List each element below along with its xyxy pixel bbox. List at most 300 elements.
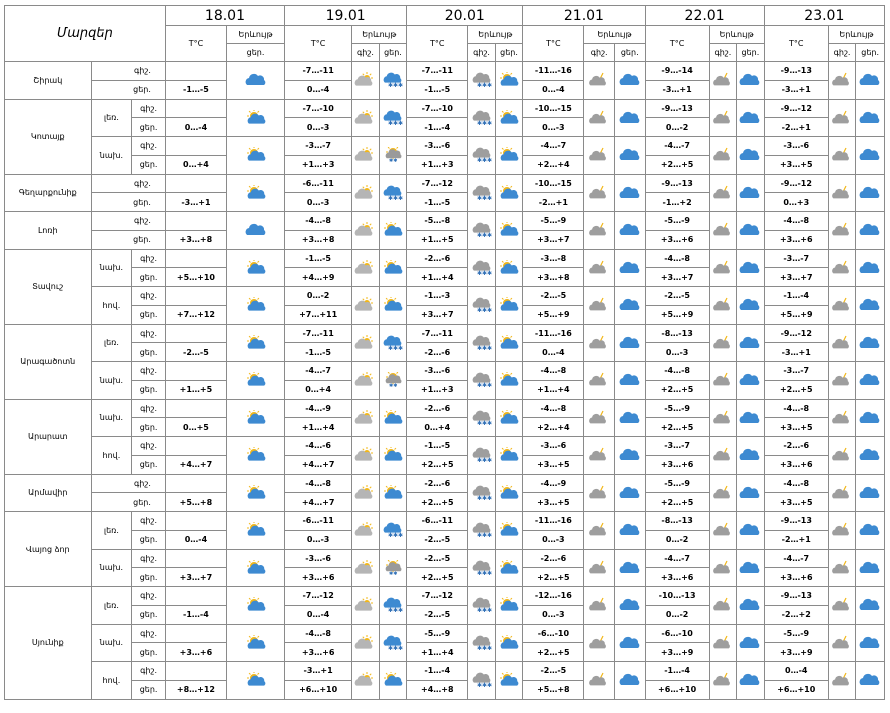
- temp-21: +2…+5: [523, 568, 584, 587]
- temp-18: +8…+12: [165, 680, 226, 699]
- temp-22: -9…-14: [645, 62, 709, 81]
- phenomena-night-21: [584, 324, 615, 362]
- table-row: [5, 324, 885, 343]
- phenomena-night-20: [468, 212, 495, 250]
- phenomena-day-19: [379, 174, 407, 212]
- temp-19: +7…+11: [285, 305, 352, 324]
- temp-23: -3…+1: [764, 80, 828, 99]
- temp-18: -2…-5: [165, 343, 226, 362]
- temp-22: -2…-5: [645, 287, 709, 306]
- temp-23: -2…+1: [764, 118, 828, 137]
- temp-23: -3…-7: [764, 249, 828, 268]
- temp-21: -2…-5: [523, 662, 584, 681]
- phenomena-day-23: [856, 512, 885, 550]
- phenomena-day-21: [614, 587, 645, 625]
- phenomena-night-21: [584, 62, 615, 100]
- partly-cloudy-icon: [352, 222, 378, 238]
- region-name: Սյունիք: [5, 587, 92, 700]
- phenomena-night-22: [709, 662, 736, 700]
- temp-19: -3…-6: [285, 549, 352, 568]
- phenomena-day-23: [856, 174, 885, 212]
- temp-18: -1…-5: [165, 80, 226, 99]
- phenomena-day-21: [614, 174, 645, 212]
- svg-text:✱✱✱: ✱✱✱: [387, 344, 404, 351]
- time-of-day: գիշ.: [91, 212, 165, 231]
- phenomena-day-22: [737, 62, 765, 100]
- phenomena-18: [226, 62, 284, 100]
- storm-cloud-icon: [710, 485, 736, 501]
- phenomena-night-20: [468, 549, 495, 587]
- zone-name: նախ.: [91, 399, 132, 437]
- sun-cloud-icon: [243, 335, 269, 351]
- phenomena-night-22: [709, 174, 736, 212]
- region-name: Արարատ: [5, 399, 92, 474]
- phenomena-night-19: [352, 624, 379, 662]
- time-of-day: գիշ.: [132, 362, 166, 381]
- temp-22: -5…-9: [645, 399, 709, 418]
- temp-header: T°C: [165, 26, 226, 62]
- phenomena-night-22: [709, 249, 736, 287]
- temp-23: +3…+5: [764, 493, 828, 512]
- temp-18: [165, 399, 226, 418]
- temp-23: -9…-12: [764, 99, 828, 118]
- time-of-day: գիշ.: [132, 249, 166, 268]
- phenomena-night-22: [709, 587, 736, 625]
- table-row: [5, 287, 885, 306]
- temp-22: +5…+9: [645, 305, 709, 324]
- phenomena-night-22: [709, 437, 736, 475]
- temp-19: -4…-8: [285, 624, 352, 643]
- date-header: 21.01: [523, 6, 645, 26]
- snow-gray-cloud-icon: [469, 335, 495, 351]
- phenomena-day-20: [495, 437, 523, 475]
- partly-cloudy-icon: [352, 522, 378, 538]
- svg-text:✱✱✱: ✱✱✱: [476, 344, 492, 351]
- blue-cloud-icon: [617, 522, 643, 538]
- phenomena-day-19: [379, 362, 407, 400]
- storm-cloud-icon: [586, 447, 612, 463]
- snow-gray-cloud-icon: [469, 410, 495, 426]
- blue-cloud-icon: [617, 222, 643, 238]
- phenomena-day-20: [495, 137, 523, 175]
- phenomena-18: [226, 549, 284, 587]
- time-of-day: ցեր.: [91, 80, 165, 99]
- temp-20: +2…+5: [407, 455, 468, 474]
- temp-20: -5…-9: [407, 624, 468, 643]
- temp-20: -2…-6: [407, 249, 468, 268]
- temp-21: +2…+4: [523, 418, 584, 437]
- time-of-day: ցեր.: [132, 568, 166, 587]
- svg-text:✱✱✱: ✱✱✱: [476, 569, 492, 576]
- phenomena-18: [226, 137, 284, 175]
- phenomena-night-21: [584, 287, 615, 325]
- temp-20: +1…+4: [407, 643, 468, 662]
- temp-20: -1…-4: [407, 662, 468, 681]
- phenomena-day-23: [856, 324, 885, 362]
- sun-cloud-icon: [496, 522, 522, 538]
- phenomena-night-20: [468, 62, 495, 100]
- temp-18: [165, 587, 226, 606]
- phenomena-night-19: [352, 512, 379, 550]
- blue-cloud-icon: [737, 560, 763, 576]
- temp-21: -4…-8: [523, 362, 584, 381]
- temp-20: +4…+8: [407, 680, 468, 699]
- phenomena-day-23: [856, 212, 885, 250]
- phenomena-18: [226, 399, 284, 437]
- phenomena-night-22: [709, 287, 736, 325]
- sun-cloud-icon: [243, 410, 269, 426]
- phenomena-day-21: [614, 624, 645, 662]
- phenomena-18: [226, 174, 284, 212]
- partly-cloudy-icon: [352, 185, 378, 201]
- phenomena-day-19: [379, 324, 407, 362]
- temp-21: -11…-16: [523, 324, 584, 343]
- temp-20: +2…+5: [407, 493, 468, 512]
- blue-cloud-icon: [243, 72, 269, 88]
- temp-22: 0…-3: [645, 343, 709, 362]
- region-name: Շիրակ: [5, 62, 92, 100]
- temp-23: -9…-12: [764, 174, 828, 193]
- temp-19: 0…-3: [285, 530, 352, 549]
- phenomena-day-22: [737, 437, 765, 475]
- table-row: [5, 62, 885, 81]
- storm-cloud-icon: [710, 222, 736, 238]
- blue-cloud-icon: [857, 72, 883, 88]
- phenomena-18: [226, 662, 284, 700]
- phenomena-18: [226, 99, 284, 137]
- snow-gray-cloud-icon: [469, 185, 495, 201]
- phenomena-night-23: [828, 399, 855, 437]
- phenomena-day-21: [614, 399, 645, 437]
- phenomena-night-23: [828, 362, 855, 400]
- region-name: Գեղարքունիք: [5, 174, 92, 212]
- svg-text:✱✱: ✱✱: [388, 158, 398, 164]
- phenomena-day-22: [737, 287, 765, 325]
- temp-22: +2…+5: [645, 380, 709, 399]
- temp-22: -6…-10: [645, 624, 709, 643]
- table-row: [5, 512, 885, 531]
- svg-text:✱✱✱: ✱✱✱: [387, 194, 404, 201]
- temp-18: [165, 62, 226, 81]
- temp-20: -7…-11: [407, 62, 468, 81]
- phenomena-day-21: [614, 662, 645, 700]
- phenomena-day-22: [737, 249, 765, 287]
- phenomena-night-23: [828, 287, 855, 325]
- partly-cloudy-icon: [352, 147, 378, 163]
- svg-text:✱✱✱: ✱✱✱: [476, 682, 492, 689]
- sun-cloud-icon: [243, 297, 269, 313]
- storm-cloud-icon: [829, 147, 855, 163]
- sun-snow-icon: [380, 372, 406, 388]
- sun-cloud-icon: [243, 560, 269, 576]
- blue-cloud-icon: [617, 335, 643, 351]
- sun-cloud-icon: [496, 597, 522, 613]
- region-name: Արագածոտն: [5, 324, 92, 399]
- sun-cloud-icon: [496, 635, 522, 651]
- phenomena-night-22: [709, 324, 736, 362]
- time-of-day: գիշ.: [132, 512, 166, 531]
- phenomena-night-19: [352, 174, 379, 212]
- temp-19: 0…-2: [285, 287, 352, 306]
- partly-cloudy-icon: [352, 635, 378, 651]
- phenomena-18: [226, 437, 284, 475]
- temp-18: [165, 512, 226, 531]
- phenomena-night-23: [828, 587, 855, 625]
- time-of-day: գիշ.: [91, 474, 165, 493]
- temp-18: [165, 137, 226, 156]
- snow-gray-cloud-icon: [469, 72, 495, 88]
- temp-22: +2…+5: [645, 418, 709, 437]
- temp-18: 0…-4: [165, 118, 226, 137]
- svg-text:✱✱✱: ✱✱✱: [387, 119, 404, 126]
- sun-cloud-icon: [243, 260, 269, 276]
- phenomena-night-21: [584, 662, 615, 700]
- time-of-day: ցեր.: [91, 193, 165, 212]
- phenomena-night-20: [468, 512, 495, 550]
- phenomena-day-21: [614, 212, 645, 250]
- sun-cloud-icon: [243, 372, 269, 388]
- temp-22: -5…-9: [645, 474, 709, 493]
- temp-22: -4…-8: [645, 362, 709, 381]
- phenomena-day-21: [614, 287, 645, 325]
- temp-21: +3…+8: [523, 268, 584, 287]
- temp-22: -8…-13: [645, 324, 709, 343]
- time-of-day: ցեր.: [132, 118, 166, 137]
- temp-18: -3…+1: [165, 193, 226, 212]
- storm-cloud-icon: [829, 672, 855, 688]
- storm-cloud-icon: [829, 522, 855, 538]
- phenomena-day-23: [856, 549, 885, 587]
- phenomena-day-20: [495, 324, 523, 362]
- phenomena-night-19: [352, 399, 379, 437]
- phenomena-night-21: [584, 587, 615, 625]
- partly-cloudy-icon: [352, 335, 378, 351]
- phenomena-day-22: [737, 549, 765, 587]
- temp-20: 0…+4: [407, 418, 468, 437]
- temp-18: +3…+8: [165, 230, 226, 249]
- temp-21: +3…+7: [523, 230, 584, 249]
- temp-23: -4…-8: [764, 474, 828, 493]
- phenomena-night-21: [584, 99, 615, 137]
- table-row: [5, 249, 885, 268]
- phenomena-day-23: [856, 137, 885, 175]
- phenomena-day-22: [737, 137, 765, 175]
- phenomena-night-22: [709, 549, 736, 587]
- svg-text:✱✱✱: ✱✱✱: [476, 194, 492, 201]
- temp-21: -4…-7: [523, 137, 584, 156]
- temp-header: T°C: [407, 26, 468, 62]
- temp-21: 0…-4: [523, 343, 584, 362]
- snow-gray-cloud-icon: [469, 635, 495, 651]
- sun-cloud-icon: [380, 410, 406, 426]
- phenomena-night-23: [828, 437, 855, 475]
- svg-text:✱✱✱: ✱✱✱: [476, 269, 492, 276]
- sun-cloud-icon: [380, 447, 406, 463]
- phenomena-day-19: [379, 399, 407, 437]
- blue-cloud-icon: [737, 222, 763, 238]
- phenomena-18: [226, 287, 284, 325]
- partly-cloudy-icon: [352, 110, 378, 126]
- phenomena-night-21: [584, 137, 615, 175]
- storm-cloud-icon: [710, 410, 736, 426]
- temp-21: -3…-8: [523, 249, 584, 268]
- temp-19: -1…-5: [285, 343, 352, 362]
- temp-20: -1…-3: [407, 287, 468, 306]
- temp-21: 0…-3: [523, 530, 584, 549]
- snow-cloud-icon: [380, 597, 406, 613]
- temp-19: +4…+9: [285, 268, 352, 287]
- sun-cloud-icon: [496, 672, 522, 688]
- sun-cloud-icon: [496, 147, 522, 163]
- temp-23: -2…-6: [764, 437, 828, 456]
- storm-cloud-icon: [586, 297, 612, 313]
- phenomena-night-23: [828, 512, 855, 550]
- temp-19: -4…-8: [285, 212, 352, 231]
- table-row: [5, 549, 885, 568]
- phenomena-day-20: [495, 287, 523, 325]
- phenomena-night-20: [468, 437, 495, 475]
- phenomena-night-19: [352, 549, 379, 587]
- snow-cloud-icon: [380, 72, 406, 88]
- svg-text:✱✱✱: ✱✱✱: [476, 382, 492, 389]
- phenomena-day-20: [495, 174, 523, 212]
- blue-cloud-icon: [737, 110, 763, 126]
- blue-cloud-icon: [617, 72, 643, 88]
- date-header: 20.01: [407, 6, 523, 26]
- blue-cloud-icon: [617, 297, 643, 313]
- phenomena-night-19: [352, 62, 379, 100]
- temp-18: 0…+4: [165, 155, 226, 174]
- blue-cloud-icon: [857, 522, 883, 538]
- phenomena-night-20: [468, 662, 495, 700]
- temp-22: -10…-13: [645, 587, 709, 606]
- phenomena-day-20: [495, 587, 523, 625]
- blue-cloud-icon: [617, 635, 643, 651]
- time-of-day: ցեր.: [132, 380, 166, 399]
- phenomena-day-20: [495, 212, 523, 250]
- phenomena-night-22: [709, 474, 736, 512]
- temp-20: -6…-11: [407, 512, 468, 531]
- time-of-day: ցեր.: [91, 230, 165, 249]
- day-header: ցեր.: [495, 44, 523, 62]
- phenomena-day-23: [856, 662, 885, 700]
- zone-name: լեռ.: [91, 587, 132, 625]
- svg-text:✱✱✱: ✱✱✱: [476, 82, 492, 89]
- temp-20: -2…-5: [407, 530, 468, 549]
- time-of-day: գիշ.: [132, 137, 166, 156]
- temp-23: +3…+6: [764, 230, 828, 249]
- svg-text:✱✱✱: ✱✱✱: [476, 157, 492, 164]
- temp-21: -11…-16: [523, 62, 584, 81]
- temp-18: [165, 624, 226, 643]
- blue-cloud-icon: [617, 185, 643, 201]
- phenomena-day-19: [379, 437, 407, 475]
- phenomena-night-20: [468, 137, 495, 175]
- day-header: ցեր.: [226, 44, 284, 62]
- phenomena-night-19: [352, 212, 379, 250]
- temp-19: 0…-4: [285, 80, 352, 99]
- phenomena-night-21: [584, 474, 615, 512]
- temp-19: +1…+4: [285, 418, 352, 437]
- partly-cloudy-icon: [352, 410, 378, 426]
- snow-gray-cloud-icon: [469, 560, 495, 576]
- blue-cloud-icon: [857, 485, 883, 501]
- svg-text:✱✱✱: ✱✱✱: [476, 532, 492, 539]
- snow-gray-cloud-icon: [469, 522, 495, 538]
- phenomena-day-20: [495, 99, 523, 137]
- phenomena-night-19: [352, 99, 379, 137]
- phenomena-night-23: [828, 62, 855, 100]
- phenomena-header: Երևույթ: [468, 26, 523, 44]
- blue-cloud-icon: [617, 372, 643, 388]
- time-of-day: գիշ.: [132, 324, 166, 343]
- temp-20: +1…+4: [407, 268, 468, 287]
- storm-cloud-icon: [710, 110, 736, 126]
- phenomena-night-20: [468, 587, 495, 625]
- phenomena-night-23: [828, 624, 855, 662]
- temp-23: -3…-7: [764, 362, 828, 381]
- day-header: ցեր.: [614, 44, 645, 62]
- temp-18: +3…+6: [165, 643, 226, 662]
- phenomena-night-22: [709, 212, 736, 250]
- temp-18: [165, 324, 226, 343]
- phenomena-18: [226, 324, 284, 362]
- temp-22: -3…+1: [645, 80, 709, 99]
- phenomena-night-22: [709, 512, 736, 550]
- time-of-day: ցեր.: [132, 605, 166, 624]
- time-of-day: գիշ.: [132, 549, 166, 568]
- svg-text:✱✱✱: ✱✱✱: [476, 607, 492, 614]
- blue-cloud-icon: [737, 410, 763, 426]
- blue-cloud-icon: [737, 447, 763, 463]
- phenomena-day-21: [614, 324, 645, 362]
- blue-cloud-icon: [857, 447, 883, 463]
- phenomena-day-22: [737, 99, 765, 137]
- storm-cloud-icon: [829, 260, 855, 276]
- blue-cloud-icon: [617, 597, 643, 613]
- phenomena-night-23: [828, 249, 855, 287]
- phenomena-night-23: [828, 212, 855, 250]
- phenomena-night-20: [468, 99, 495, 137]
- zone-name: հով.: [91, 287, 132, 325]
- phenomena-day-19: [379, 549, 407, 587]
- phenomena-night-20: [468, 399, 495, 437]
- phenomena-day-19: [379, 474, 407, 512]
- storm-cloud-icon: [829, 297, 855, 313]
- temp-19: -6…-11: [285, 174, 352, 193]
- temp-18: [165, 549, 226, 568]
- svg-text:✱✱: ✱✱: [388, 383, 398, 389]
- phenomena-night-21: [584, 212, 615, 250]
- phenomena-day-22: [737, 474, 765, 512]
- phenomena-day-19: [379, 662, 407, 700]
- sun-cloud-icon: [496, 260, 522, 276]
- temp-22: 0…-2: [645, 605, 709, 624]
- phenomena-day-19: [379, 587, 407, 625]
- temp-23: -5…-9: [764, 624, 828, 643]
- temp-21: -10…-15: [523, 99, 584, 118]
- phenomena-header: Երևույթ: [828, 26, 884, 44]
- temp-21: -12…-16: [523, 587, 584, 606]
- night-header: գիշ.: [584, 44, 615, 62]
- temp-23: -4…-7: [764, 549, 828, 568]
- temp-19: -4…-8: [285, 474, 352, 493]
- temp-18: 0…-4: [165, 530, 226, 549]
- temp-21: +5…+8: [523, 680, 584, 699]
- sun-cloud-icon: [243, 635, 269, 651]
- storm-cloud-icon: [829, 110, 855, 126]
- zone-name: նախ.: [91, 624, 132, 662]
